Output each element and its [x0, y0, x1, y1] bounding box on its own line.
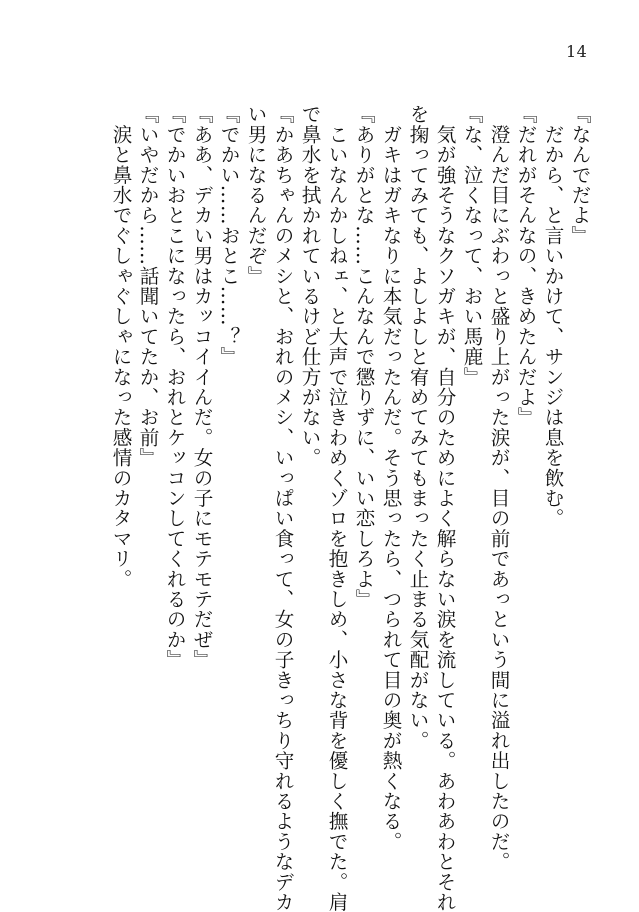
text-line: ガキはガキなりに本気だったんだ。そう思ったら、つられて目の奥が熱くなる。	[379, 104, 402, 852]
text-line: を掬ってみても、よしよしと宥めてみてもまったく止まる気配がない。	[406, 104, 429, 751]
text-line: 『な、泣くなって、おい馬鹿』	[460, 104, 483, 387]
text-line: だから、と言いかけて、サンジは息を飲む。	[541, 104, 564, 529]
text-line: こいなんかしねェ、と大声で泣きわめくゾロを抱きしめ、小さな背を優しく撫でた。肩	[325, 104, 348, 912]
text-line: 『ああ、デカい男はカッコイイんだ。女の子にモテモテだぜ』	[190, 104, 213, 670]
text-line: 澄んだ目にぶわっと盛り上がった涙が、目の前であっという間に溢れ出したのだ。	[487, 104, 510, 872]
vertical-text-body	[107, 104, 593, 912]
text-line: 気が強そうなクソガキが、自分のためによく解らない涙を流している。あわあわとそれ	[433, 104, 456, 912]
text-line: で鼻水を拭かれているけど仕方がない。	[298, 104, 321, 468]
text-line: 『かあちゃんのメシと、おれのメシ、いっぱい食って、女の子きっちり守れるようなデカ	[271, 104, 294, 912]
text-line: 『なんでだよ』	[568, 104, 591, 246]
text-line: 涙と鼻水でぐしゃぐしゃになった感情のカタマリ。	[109, 104, 132, 589]
text-line: い男になるんだぞ』	[244, 104, 267, 286]
text-line: 『でかいおとこになったら、おれとケッコンしてくれるのか』	[163, 104, 186, 670]
text-line: 『ありがとな……こんなんで懲りずに、いい恋しろよ』	[352, 104, 375, 609]
text-line: 『だれがそんなの、きめたんだよ』	[514, 104, 537, 428]
page-number: 14	[566, 42, 588, 61]
text-line: 『いやだから……話聞いてたか、お前』	[136, 104, 159, 468]
text-line: 『でかい……おとこ……？』	[217, 104, 240, 367]
